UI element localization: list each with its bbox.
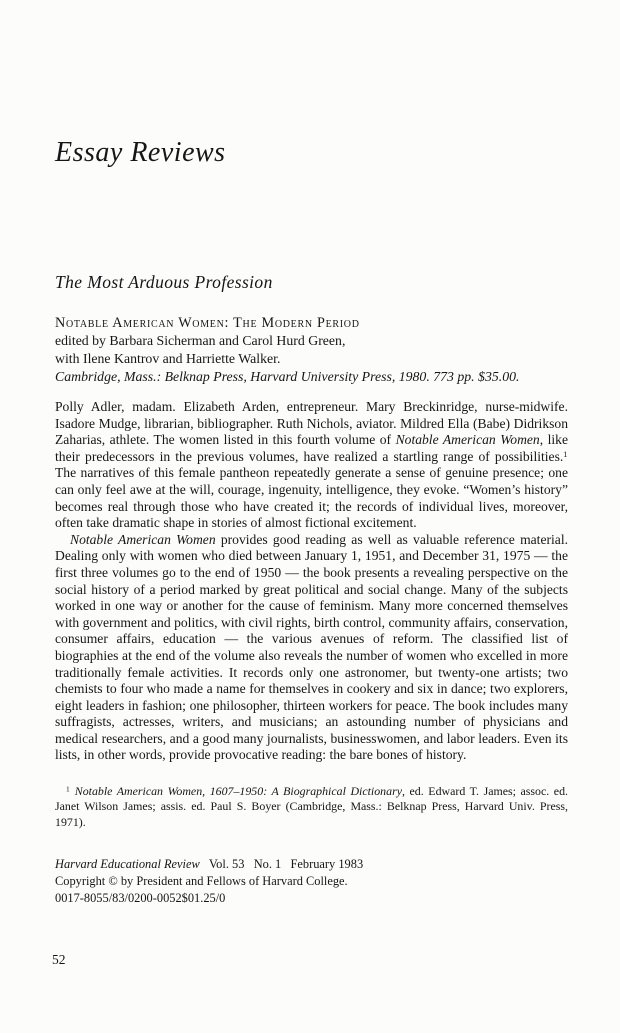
section-title: Essay Reviews (55, 137, 226, 168)
footnote: $^1$ Notable American Women, 1607–1950: A Biographical Dictionary, ed. Edward T. James; assoc. ed. Janet Wilson James; assis. ed. Paul S. Boyer (Cambridge, Mass.: Belknap Press, Harvard Univ. Press, 1971). (55, 784, 568, 829)
copyright-line: Copyright © by President and Fellows of Harvard College. (55, 873, 348, 888)
page-number: 52 (52, 952, 66, 967)
journal-imprint (55, 856, 568, 907)
citation-editors-line-2: with Ilene Kantrov and Harriette Walker. (55, 351, 281, 366)
review-body (55, 399, 568, 764)
issn-code-line: 0017-8055/83/0200-0052$01.25/0 (55, 890, 226, 905)
journal-volume-line: Harvard Educational Review Vol. 53 No. 1 February 1983 (55, 856, 364, 871)
citation-book-title: Notable American Women: The Modern Period (55, 315, 360, 331)
book-citation (55, 314, 568, 386)
review-title: The Most Arduous Profession (55, 272, 273, 292)
citation-publisher-line: Cambridge, Mass.: Belknap Press, Harvard University Press, 1980. 773 pp. $35.00. (55, 369, 520, 384)
body-paragraph-1: Polly Adler, madam. Elizabeth Arden, entrepreneur. Mary Breckinridge, nurse-midwife. Isadore Mudge, librarian, bibliographer. Ruth Nichols, aviator. Mildred Ella (Babe) Didrikson Zaharias, athlete. The women listed in this fourth volume of Notable American Women, like their predecessors in the previous volumes, have realized a startling range of possibilities.$^1$ The narratives of this female pantheon repeatedly generate a sense of genuine presence; one can only feel awe at the will, courage, ingenuity, intelligence, they evoke. “Women’s history” becomes real through those who have created it; the records of individual lives, moreover, often take dramatic shape in stories of almost fictional excitement. (55, 399, 568, 531)
citation-editors-line-1: edited by Barbara Sicherman and Carol Hurd Green, (55, 333, 346, 348)
body-paragraph-2: Notable American Women provides good reading as well as valuable reference material. Dealing only with women who died between January 1, 1951, and December 31, 1975 — the first three volumes go to the end of 1950 — the book presents a revealing perspective on the social history of a period marked by great political and social change. Many of the subjects worked in one way or another for the cause of feminism. Many more concerned themselves with government and politics, with civil rights, birth control, community affairs, conservation, consumer affairs, education — the various avenues of reform. The classified list of biographies at the end of the volume also reveals the number of women who excelled in more traditionally female activities. It records only one astronomer, but twenty-one artists; two chemists to four who made a name for themselves in cookery and six in dance; two explorers, eight leaders in fashion; one philosopher, thirteen workers for peace. The book includes many suffragists, actresses, writers, and musicians; an astounding number of physicians and medical researchers, and a good many journalists, businesswomen, and labor leaders. Even its lists, in other words, provide provocative reading: the bare bones of history. (55, 531, 568, 763)
page-content (55, 0, 568, 907)
